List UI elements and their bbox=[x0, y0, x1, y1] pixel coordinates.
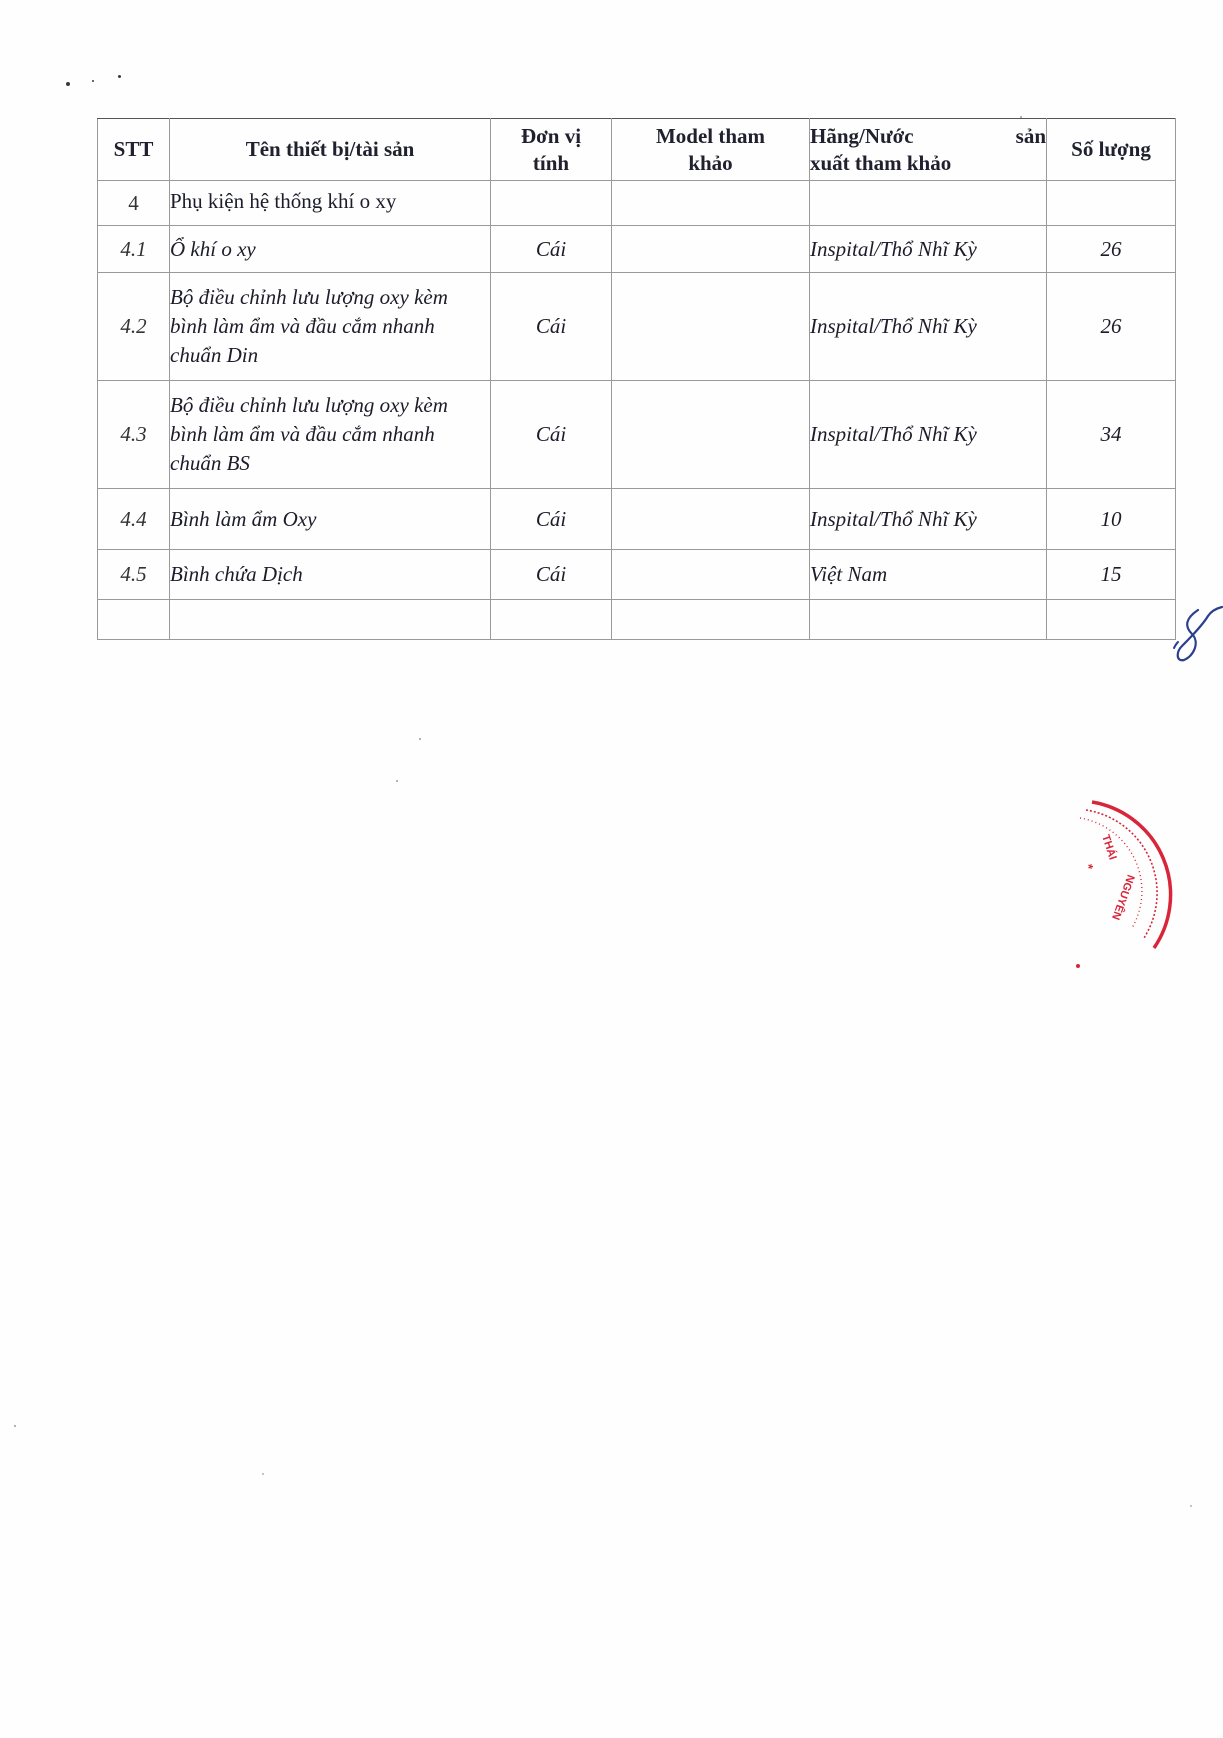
row-qty: 26 bbox=[1047, 226, 1176, 273]
header-unit-line2: tính bbox=[532, 150, 570, 175]
header-unit-line1: Đơn vị bbox=[520, 123, 582, 148]
row-unit: Cái bbox=[491, 226, 612, 273]
group-model bbox=[612, 181, 810, 226]
stamp-text-nguyen: NGUYÊN bbox=[1109, 872, 1137, 922]
row-model bbox=[612, 489, 810, 550]
row-origin: Inspital/Thổ Nhĩ Kỳ bbox=[810, 381, 1047, 489]
scan-speck bbox=[396, 780, 398, 782]
stamp-dot bbox=[1076, 964, 1080, 968]
header-stt: STT bbox=[98, 119, 170, 181]
row-name: Ổ khí o xy bbox=[170, 226, 491, 273]
row-qty: 15 bbox=[1047, 550, 1176, 600]
row-model bbox=[612, 226, 810, 273]
empty-cell bbox=[810, 600, 1047, 640]
row-model bbox=[612, 381, 810, 489]
scan-speck bbox=[118, 75, 121, 78]
stamp-star-mark: * bbox=[1081, 864, 1096, 870]
header-qty: Số lượng bbox=[1047, 119, 1176, 181]
scan-speck bbox=[419, 738, 421, 740]
empty-cell bbox=[491, 600, 612, 640]
table-group-row bbox=[98, 181, 1176, 226]
group-origin bbox=[810, 181, 1047, 226]
table-row bbox=[98, 489, 1176, 550]
row-stt: 4.3 bbox=[98, 381, 170, 489]
empty-cell bbox=[1047, 600, 1176, 640]
header-model-line2: khảo bbox=[688, 150, 733, 175]
row-origin: Việt Nam bbox=[810, 550, 1047, 600]
handwritten-initial-icon bbox=[1172, 604, 1223, 666]
table-row bbox=[98, 381, 1176, 489]
row-stt: 4.2 bbox=[98, 273, 170, 381]
table-header-row bbox=[98, 119, 1176, 181]
group-name: Phụ kiện hệ thống khí o xy bbox=[170, 181, 491, 226]
empty-cell bbox=[98, 600, 170, 640]
equipment-table bbox=[97, 118, 1176, 640]
row-name: Bộ điều chỉnh lưu lượng oxy kèm bình làm ẩm và đầu cắm nhanh chuẩn Din bbox=[170, 273, 491, 381]
scan-speck bbox=[262, 1473, 264, 1475]
scan-speck bbox=[14, 1425, 16, 1427]
row-origin: Inspital/Thổ Nhĩ Kỳ bbox=[810, 489, 1047, 550]
group-stt: 4 bbox=[98, 181, 170, 226]
row-stt: 4.5 bbox=[98, 550, 170, 600]
scan-speck bbox=[92, 80, 94, 82]
row-unit: Cái bbox=[491, 489, 612, 550]
group-unit bbox=[491, 181, 612, 226]
group-qty bbox=[1047, 181, 1176, 226]
scan-speck bbox=[66, 82, 70, 86]
row-model bbox=[612, 550, 810, 600]
scan-speck bbox=[1190, 1505, 1192, 1507]
row-unit: Cái bbox=[491, 381, 612, 489]
row-origin: Inspital/Thổ Nhĩ Kỳ bbox=[810, 273, 1047, 381]
stamp-text-thai: THÁI bbox=[1099, 833, 1119, 862]
header-name: Tên thiết bị/tài sản bbox=[170, 119, 491, 181]
table-row bbox=[98, 550, 1176, 600]
row-name: Bình làm ẩm Oxy bbox=[170, 489, 491, 550]
table-row bbox=[98, 273, 1176, 381]
row-unit: Cái bbox=[491, 273, 612, 381]
empty-cell bbox=[612, 600, 810, 640]
empty-cell bbox=[170, 600, 491, 640]
row-unit: Cái bbox=[491, 550, 612, 600]
row-qty: 26 bbox=[1047, 273, 1176, 381]
row-stt: 4.4 bbox=[98, 489, 170, 550]
red-seal-stamp-icon bbox=[1070, 788, 1220, 978]
row-qty: 34 bbox=[1047, 381, 1176, 489]
header-model bbox=[612, 119, 810, 181]
row-qty: 10 bbox=[1047, 489, 1176, 550]
header-maker bbox=[810, 119, 1047, 181]
row-stt: 4.1 bbox=[98, 226, 170, 273]
header-model-line1: Model tham bbox=[655, 123, 766, 148]
table-row bbox=[98, 226, 1176, 273]
row-origin: Inspital/Thổ Nhĩ Kỳ bbox=[810, 226, 1047, 273]
header-unit bbox=[491, 119, 612, 181]
table-row-empty bbox=[98, 600, 1176, 640]
header-maker-line1: Hãng/Nước sản bbox=[810, 123, 1046, 148]
row-name: Bộ điều chỉnh lưu lượng oxy kèm bình làm ẩm và đầu cắm nhanh chuẩn BS bbox=[170, 381, 491, 489]
row-model bbox=[612, 273, 810, 381]
header-maker-line2: xuất tham khảo bbox=[810, 150, 952, 175]
row-name: Bình chứa Dịch bbox=[170, 550, 491, 600]
